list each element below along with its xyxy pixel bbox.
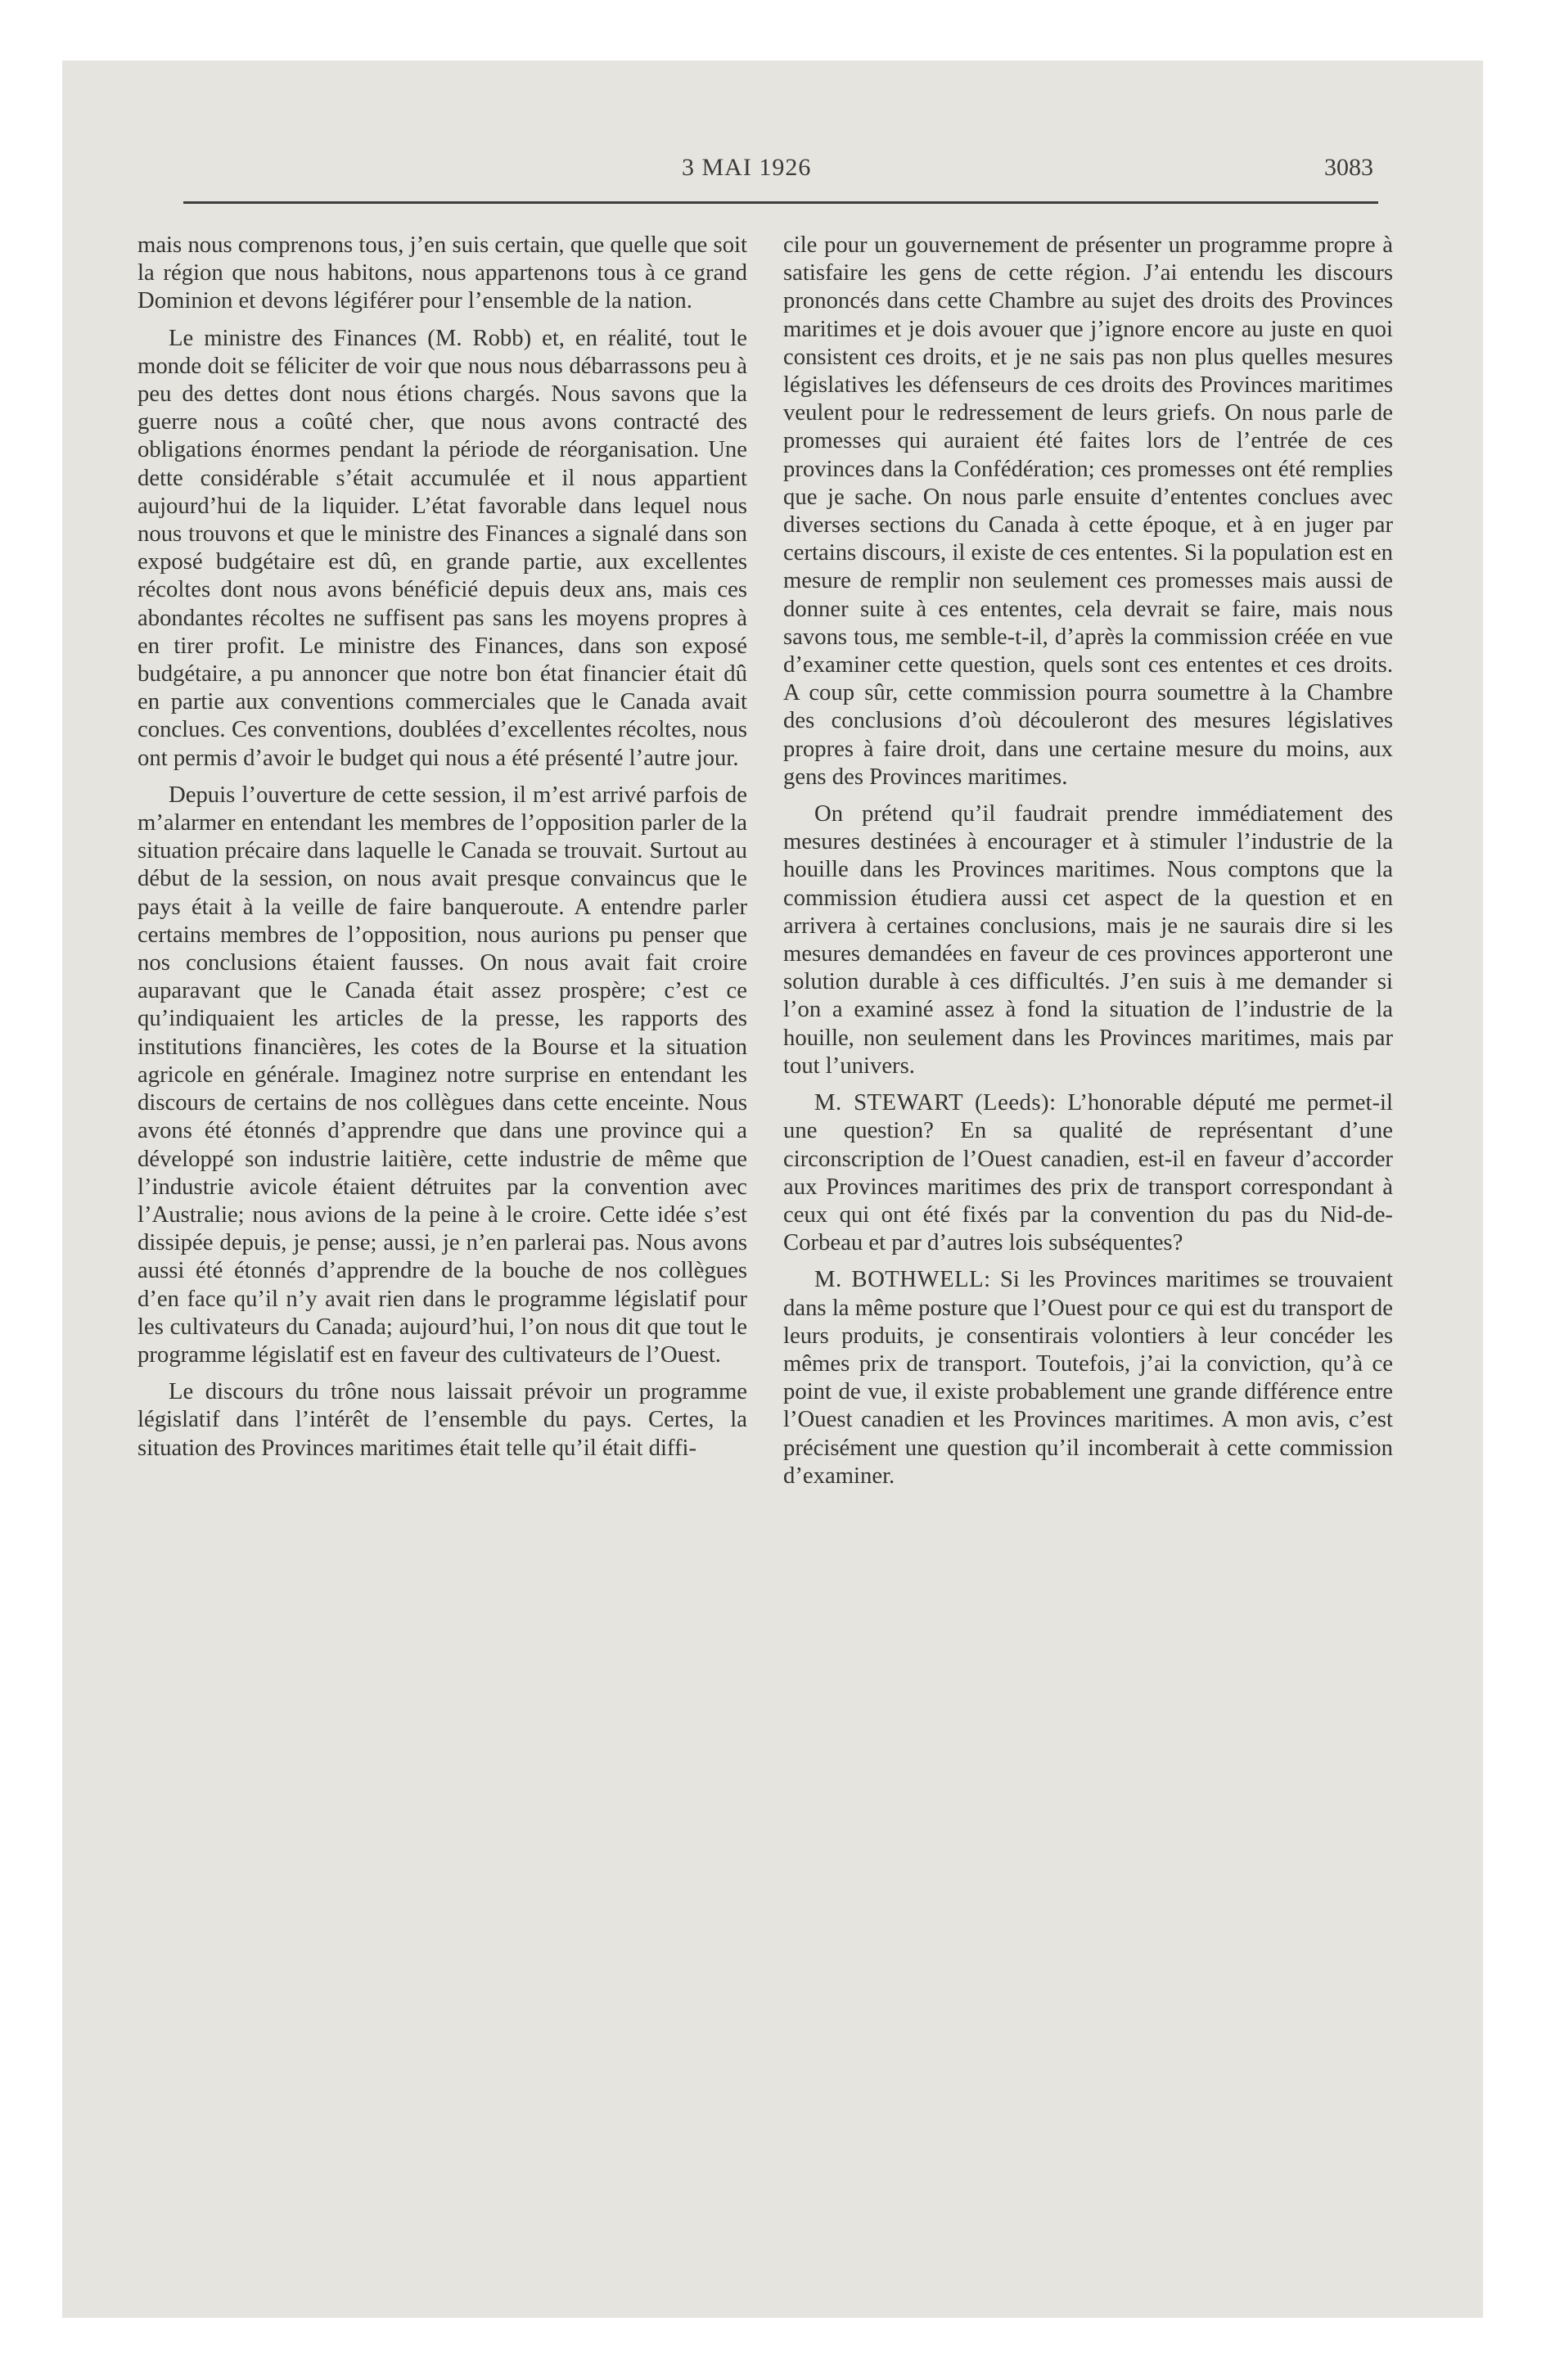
left-paragraph: Le ministre des Finances (M. Robb) et, en réalité, tout le monde doit se féliciter de voir que nous nous débarrassons peu à peu des dettes dont nous étions chargés. Nous savons que la guerre nous a coûté cher, que nous avons contracté des obligations énormes pendant la période de réorganisation. Une dette considérable s’était accumulée et il nous appartient aujourd’hui de la liquider. L’état favorable dans lequel nous nous trouvons et que le ministre des Finances a signalé dans son exposé budgétaire est dû, en grande partie, aux excellentes récoltes dont nous avons bénéficié depuis deux ans, mais ces abondantes récoltes ne suffisent pas sans les moyens propres à en tirer profit. Le ministre des Finances, dans son exposé budgétaire, a pu annoncer que notre bon état financier était dû en partie aux conventions commerciales que le Canada avait conclues. Ces conventions, doublées d’excellentes récoltes, nous ont permis d’avoir le budget qui nous a été présenté l’autre jour. — [137, 324, 747, 771]
right-paragraph: cile pour un gouvernement de présenter un programme propre à satisfaire les gens de cette région. J’ai entendu les discours prononcés dans cette Chambre au sujet des droits des Provinces maritimes et je dois avouer que j’ignore encore au juste en quoi consistent ces droits, et je ne sais pas non plus quelles mesures législatives les défenseurs de ces droits des Provinces maritimes veulent pour le redressement de leurs griefs. On nous parle de promesses qui auraient été faites lors de l’entrée de ces provinces dans la Confédération; ces promesses ont été remplies que je sache. On nous parle ensuite d’ententes conclues avec diverses sections du Canada à cette époque, et à en juger par certains discours, il existe de ces ententes. Si la population est en mesure de remplir non seulement ces promesses mais aussi de donner suite à ces ententes, cela devrait se faire, mais nous savons tous, me semble-t-il, d’après la commission créée en vue d’examiner cette question, quels sont ces ententes et ces droits. A coup sûr, cette commission pourra soumettre à la Chambre des conclusions d’où découleront des mesures législatives propres à faire droit, dans une certaine mesure du moins, aux gens des Provinces maritimes. — [783, 232, 1393, 790]
speech-text: L’honorable député me permet-il une question? En sa qualité de représentant d’une circonscription de l’Ouest canadien, est-il en faveur d’accorder aux Provinces maritimes des prix de transport correspondant à ceux qui ont été fixés par la convention du pas du Nid-de-Corbeau et par d’autres lois subséquentes? — [783, 1089, 1394, 1256]
speaker-name: M. BOTHWELL: — [814, 1266, 991, 1293]
page-header — [146, 154, 1373, 192]
bothwell-answer — [783, 1265, 1393, 1490]
speech-text: Si les Provinces maritimes se trouvaient dans la même posture que l’Ouest pour ce qui est du transport de leurs produits, je consentirais volontiers à leur concéder les mêmes prix de transport. Toutefois, j’ai la conviction, qu’à ce point de vue, il existe probablement une grande différence entre l’Ouest canadien et les Provinces maritimes. A mon avis, c’est précisément une question qu’il incomberait à cette commission d’examiner. — [783, 1266, 1393, 1489]
right-column — [783, 231, 1393, 1499]
stewart-question — [783, 1089, 1393, 1256]
page-number: 3083 — [1324, 154, 1373, 181]
speaker-name: M. STEWART (Leeds): — [814, 1089, 1057, 1116]
left-column — [137, 231, 747, 1471]
left-paragraph: Depuis l’ouverture de cette session, il m’est arrivé parfois de m’alarmer en entendant les membres de l’opposition parler de la situation précaire dans laquelle le Canada se trouvait. Surtout au début de la session, on nous avait presque convaincus que le pays était à la veille de faire banqueroute. A entendre parler certains membres de l’opposition, nous aurions pu penser que nos conclusions étaient fausses. On nous avait fait croire auparavant que le Canada était assez prospère; c’est ce qu’indiquaient les articles de la presse, les rapports des institutions financières, les cotes de la Bourse et la situation agricole en générale. Imaginez notre surprise en entendant les discours de certains de nos collègues dans cette enceinte. Nous avons été étonnés d’apprendre que dans une province qui a développé son industrie laitière, cette industrie de même que l’industrie avicole étaient détruites par la convention avec l’Australie; nous avions de la peine à le croire. Cette idée s’est dissipée depuis, je pense; aussi, je n’en parlerai pas. Nous avons aussi été étonnés d’apprendre de la bouche de nos collègues d’en face qu’il n’y avait rien dans le programme législatif pour les cultivateurs du Canada; aujourd’hui, l’on nous dit que tout le programme législatif est en faveur des cultivateurs de l’Ouest. — [137, 781, 747, 1368]
left-paragraph: mais nous comprenons tous, j’en suis certain, que quelle que soit la région que nous habitons, nous appartenons tous à ce grand Dominion et devons légiférer pour l’ensemble de la nation. — [137, 232, 747, 314]
header-rule — [183, 201, 1378, 204]
right-paragraph: On prétend qu’il faudrait prendre immédiatement des mesures destinées à encourager et à stimuler l’industrie de la houille dans les Provinces maritimes. Nous comptons que la commission étudiera aussi cet aspect de la question et en arrivera à certaines conclusions, mais je ne saurais dire si les mesures demandées en faveur de ces provinces apporteront une solution durable à ces difficultés. J’en suis à me demander si l’on a examiné assez à fond la situation de l’industrie de la houille, non seulement dans les Provinces maritimes, mais par tout l’univers. — [783, 800, 1393, 1079]
header-date: 3 MAI 1926 — [682, 154, 812, 181]
left-paragraph: Le discours du trône nous laissait prévoir un programme législatif dans l’intérêt de l’ensemble du pays. Certes, la situation des Provinces maritimes était telle qu’il était diffi- — [137, 1378, 747, 1461]
